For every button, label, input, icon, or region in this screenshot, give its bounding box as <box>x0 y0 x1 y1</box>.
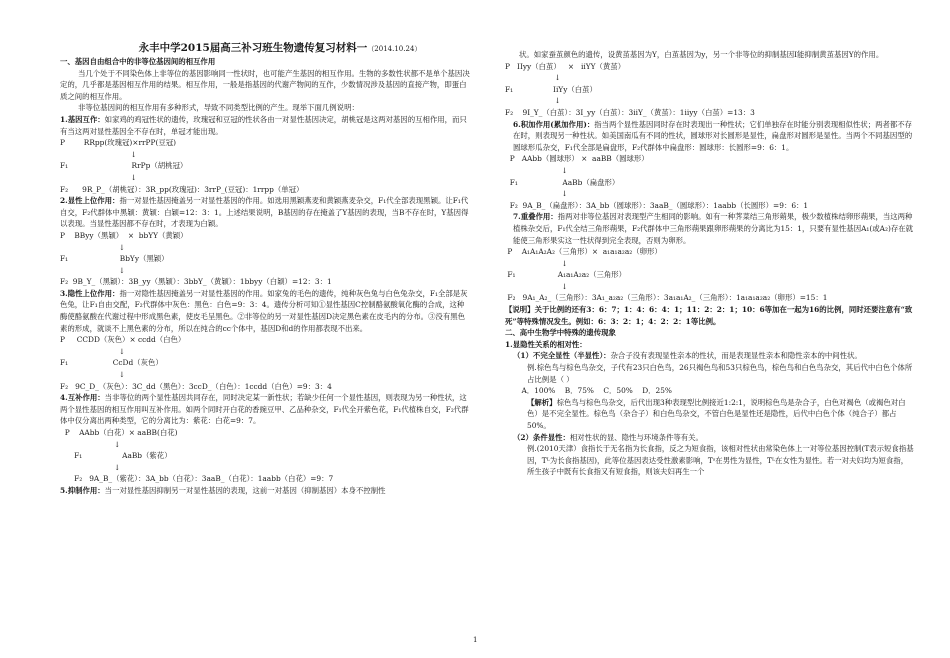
paragraph-label: 5.抑制作用： <box>60 485 105 495</box>
title-date: （2014.10.24） <box>367 45 422 53</box>
note-paragraph: 【说明】关于比例的还有3：6：7；1：4：6：4：1；11：2：2：1；10：6等加在一起为16的比例，同时还要注意有“致死”等特殊情况发生。例如：6：3：2：1；4：2：2：1等比例。 <box>505 305 913 326</box>
genetic-cross-line: F₂ 9I_Y_（白茧）：3I_yy（白茧）：3iiY_（黄茧）：1iiyy（白茧）=13：3 <box>505 107 755 117</box>
labeled-paragraph <box>505 362 915 385</box>
cross-arrow: ↓ <box>60 149 137 159</box>
genetic-cross-line: P AAbb（圆球形） × aaBB（圆球形） <box>505 154 649 164</box>
paragraph-text: 当一对显性基因抑制另一对显性基因的表现，这前一对基因（抑制基因）本身不控制性 <box>104 485 386 495</box>
paragraph-text: 指两对非等位基因对表现型产生相同的影响。如有一种荠菜结三角形蒴果，极少数植株结卵形蒴果，当这两种植株杂交后，F₁代全结三角形蒴果，F₂代群体中三角形蒴果跟卵形蒴果的分离比为15：1，只要有显性基因A₁(或A₂)存在就能使三角形果实这一性状得到完全表现，否则为卵形。 <box>513 212 914 245</box>
right-column <box>505 0 915 478</box>
paragraph-text: 棕色鸟与棕色鸟杂交，后代出现3种表现型比例接近1:2:1，说明棕色鸟是杂合子，白色对褐色（或褐色对白色）是不完全显性。棕色鸟（杂合子）和白色鸟杂交，不管白色是显性还是隐性，后代中白色个体（纯合子）都占50%。 <box>527 397 906 430</box>
labeled-paragraph <box>505 443 915 478</box>
cross-arrow: ↓ <box>60 242 125 252</box>
paragraph-label: （2）条件显性： <box>513 432 570 442</box>
paragraph-text: 指当两个显性基因同时存在时表现出一种性状；它们单独存在时能分别表现相似性状；两者都不存在时，则表现另一种性状。如美国南瓜有不同的性状，圆球形对长圆形是显性，扁盘形对圆形是显性。当两个不同基因型的圆球形瓜杂交，F₁代全部是扁盘形，F₂代群体中扁盘形：圆球形：长圆形=9：6：1。 <box>513 119 913 152</box>
document-title <box>90 42 470 56</box>
paragraph-label: 6.积加作用(累加作用)： <box>513 119 595 129</box>
paragraph: 非等位基因间的相互作用有多种形式，导致不同类型比例的产生。现举下面几例说明： <box>78 103 359 113</box>
labeled-paragraph <box>505 397 915 432</box>
genetic-cross-line: F₂ 9R_P_（胡桃冠）：3R_pp(玫瑰冠)：3rrP_(豆冠)：1rrpp（单冠） <box>60 184 304 194</box>
cross-arrow: ↓ <box>60 370 125 380</box>
paragraph-label: （1）不完全显性（半显性）： <box>513 351 611 361</box>
labeled-paragraph <box>505 119 915 154</box>
genetic-cross-line: F₁ IiYy（白茧） <box>505 84 597 94</box>
paragraph-text: 当非等位的两个显性基因共同存在，同时决定某一新性状；若缺少任何一个显性基因，则表现为另一种性状，这两个显性基因的相互作用叫互补作用。如两个同时开白花的香豌豆甲、乙品种杂交，F₁代全开紫色花，F₁代植株自交，F₂代群体中仅分离出两种类型，它的分离比为：紫花：白花=9：7。 <box>60 393 469 426</box>
genetic-cross-line: P CCDD（灰色）× ccdd（白色） <box>60 335 186 345</box>
genetic-cross-line: F₂ 9A_B_（紫花）：3A_bb（白花）：3aaB_（白花）：1aabb（白花）=9：7 <box>60 474 334 484</box>
cross-arrow: ↓ <box>505 73 561 83</box>
labeled-paragraph <box>60 114 470 137</box>
left-column <box>60 0 470 497</box>
section-heading: 一、基因自由组合中的非等位基因间的相互作用 <box>60 57 216 66</box>
labeled-paragraph <box>60 195 470 230</box>
cross-arrow: ↓ <box>60 346 125 356</box>
cross-arrow: ↓ <box>60 439 121 449</box>
labeled-paragraph <box>505 211 915 246</box>
labeled-paragraph <box>505 350 915 362</box>
cross-arrow: ↓ <box>505 189 568 199</box>
paragraph-text: 如家鸡的鸡冠性状的遗传，玫瑰冠和豆冠的性状各由一对显性基因决定，胡桃冠是这两对基因的互相作用，而只有当这两对显性基因全不存在时，单冠才能出现。 <box>60 114 467 136</box>
section-heading: 二、高中生物学中特殊的遗传现象 <box>505 328 616 338</box>
genetic-cross-line: A．100% B．75% C．50% D．25% <box>505 386 672 396</box>
paragraph-label: 1.基因互作： <box>60 114 105 124</box>
genetic-cross-line: F₂ 9C_D_（灰色）：3C_dd（黑色）：3ccD_（白色）：1ccdd（白色）=9：3：4 <box>60 381 332 391</box>
cross-arrow: ↓ <box>505 258 568 268</box>
genetic-cross-line: F₂ 9B_Y_（黑颖）：3B_yy（黑颖）：3bbY_（黄颖）：1bbyy（白颖）=12：3：1 <box>60 277 332 287</box>
cross-arrow: ↓ <box>505 281 568 291</box>
paragraph-label: 7.重叠作用： <box>513 212 558 222</box>
cross-arrow: ↓ <box>505 96 561 106</box>
title-text: 永丰中学2015届高三补习班生物遗传复习材料一 <box>138 42 368 54</box>
paragraph-text: 指一对隐性基因掩盖另一对显性基因的作用。如家兔的毛色的遗传，纯种灰色兔与白色兔杂交，F₁全部是灰色兔，让F₁自由交配，F₂代群体中灰色：黑色：白色=9：3：4。遗传分析可知①显性基因C控制酪氨酸氧化酶的合成，这种酶使酪氨酸在代谢过程中形成黑色素，使皮毛呈黑色。②非等位的另一对显性基因D决定黑色素在皮毛内的分布。③没有黑色素的形成，就谈不上黑色素的分布，所以在纯合的cc个体中，基因D和d的作用都表现不出来。 <box>60 288 468 333</box>
paragraph: 当几个处于不同染色体上非等位的基因影响同一性状时，也可能产生基因的相互作用。生物的多数性状都不是单个基因决定的，几乎都是基因相互作用的结果。相互作用，一般是指基因的代谢产物间的互作，少数情况涉及基因的直接产物，即蛋白质之间的相互作用。 <box>60 68 470 101</box>
paragraph-label: 2.显性上位作用： <box>60 196 120 206</box>
genetic-cross-line: F₁ RrPp（胡桃冠） <box>60 161 188 171</box>
paragraph-text: 例.棕色鸟与棕色鸟杂交，子代有23只白色鸟，26只褐色鸟和53只棕色鸟，棕色鸟和白色鸟杂交，其后代中白色个体所占比例是（ ） <box>527 363 913 384</box>
genetic-cross-line: P AAbb（白花）× aaBB(白花) <box>60 428 178 437</box>
paragraph-text: 例.(2010天津）食指长于无名指为长食指，反之为短食指，该相对性状由常染色体上一对等位基因控制(T表示短食指基因，Tᴸ为长食指基因)，此等位基因表达受性激素影响，Tˢ在男性为显性，Tᴸ在女性为显性。若一对夫妇均为短食指，所生孩子中既有长食指又有短食指，则该夫妇再生一个 <box>527 444 914 477</box>
genetic-cross-line: F₂ 9A₁_A₂_（三角形）：3A₁_a₂a₂（三角形）：3a₁a₁A₂_（三角形）：1a₁a₁a₂a₂（卵形）=15：1 <box>505 293 828 303</box>
cross-arrow: ↓ <box>505 165 568 175</box>
labeled-paragraph <box>60 485 470 497</box>
labeled-paragraph <box>60 288 470 334</box>
paragraph-label: 4.互补作用： <box>60 393 105 403</box>
genetic-cross-line: F₁ A₁a₁A₂a₂（三角形） <box>505 270 627 280</box>
labeled-paragraph <box>60 392 470 427</box>
genetic-cross-line: F₁ AaBb（扁盘形） <box>505 177 620 187</box>
genetic-cross-line: P IIyy（白茧） × iiYY（黄茧） <box>505 61 626 71</box>
cross-arrow: ↓ <box>60 462 121 472</box>
paragraph-continued: 状。如家蚕茧颜色的遗传，设黄茧基因为Y，白茧基因为y，另一个非等位的抑制基因I能抑制黄茧基因Y的作用。 <box>519 50 884 59</box>
genetic-cross-line: P A₁A₁A₂A₂（三角形）× a₁a₁a₂a₂（卵形） <box>505 247 662 257</box>
paragraph-text: 相对性状的显、隐性与环境条件等有关。 <box>569 432 703 442</box>
cross-arrow: ↓ <box>60 172 137 182</box>
paragraph-label: 3.隐性上位作用： <box>60 288 120 298</box>
paragraph-text: 杂合子没有表现显性亲本的性状，而是表现显性亲本和隐性亲本的中间性状。 <box>610 351 862 361</box>
paragraph-text: 指一对显性基因掩盖另一对显性基因的作用。如选用黑颖燕麦和黄颖燕麦杂交，F₁代全部表现黑颖。让F₁代自交，F₂代群体中黑颖：黄颖：白颖=12：3：1。上述结果说明，B基因的存在掩盖了Y基因的表现，当B不存在时，Y基因得以表现。当显性基因都不存在时，才表现为白颖。 <box>60 196 469 229</box>
genetic-cross-line: F₁ AaBb（紫花） <box>60 451 172 461</box>
genetic-cross-line: F₁ BbYy（黑颖） <box>60 254 169 264</box>
genetic-cross-line: F₁ CcDd（灰色） <box>60 358 163 368</box>
genetic-cross-line: P BByy（黑颖） × bbYY（黄颖） <box>60 230 188 240</box>
genetic-cross-line: F₂ 9A_B_（扁盘形）：3A_bb（圆球形）：3aaB_（圆球形）：1aabb（长圆形）=9：6：1 <box>505 200 809 210</box>
cross-arrow: ↓ <box>60 265 125 275</box>
page-number: 1 <box>473 636 478 644</box>
section-heading: 1.显隐性关系的相对性： <box>505 339 587 349</box>
genetic-cross-line: P RRpp(玫瑰冠)×rrPP(豆冠) <box>60 138 177 148</box>
paragraph-label: 【解析】 <box>527 397 557 407</box>
labeled-paragraph <box>505 432 915 444</box>
